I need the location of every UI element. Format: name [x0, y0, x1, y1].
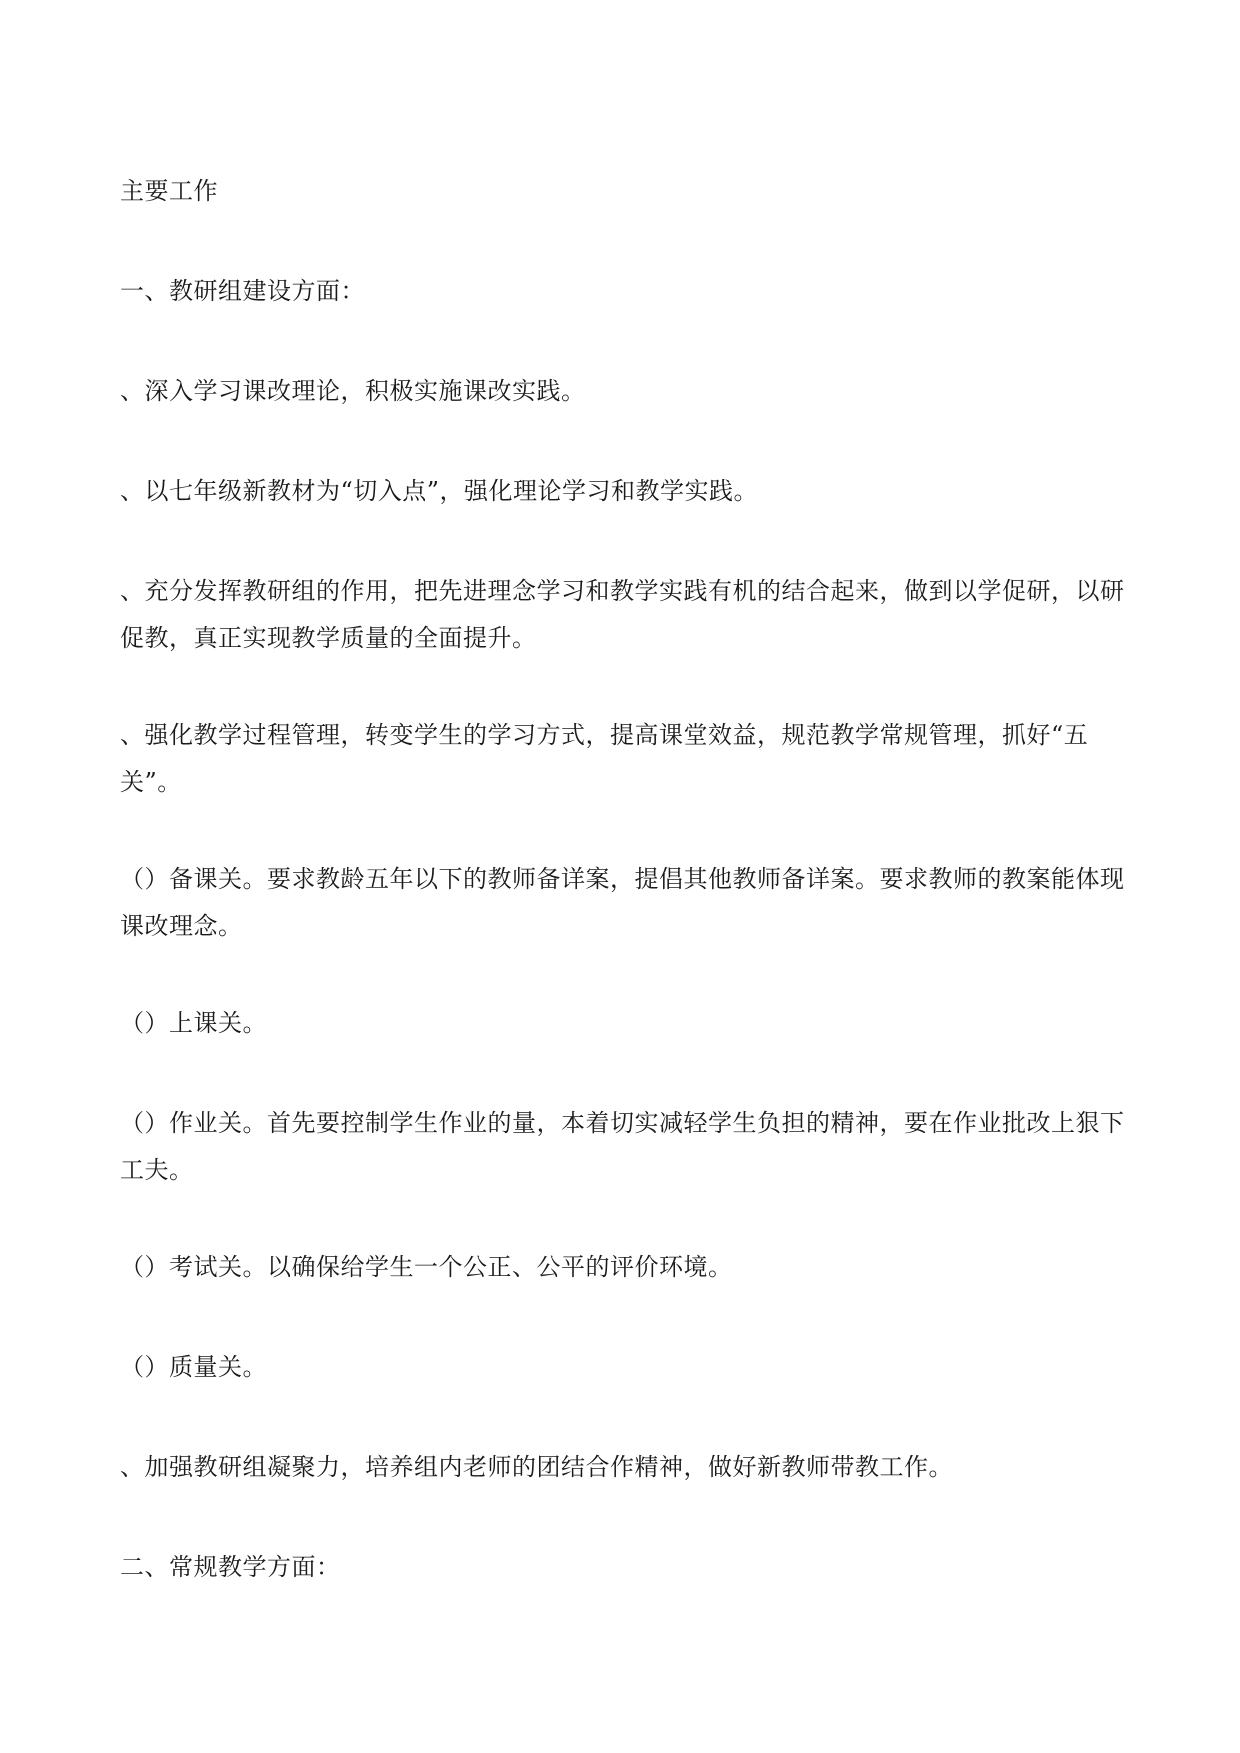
paragraph: 、充分发挥教研组的作用，把先进理念学习和教学实践有机的结合起来，做到以学促研，以研促教，真正实现教学质量的全面提升。 [120, 577, 1125, 652]
paragraph: （）质量关。 [120, 1353, 267, 1381]
paragraph: 、深入学习课改理论，积极实施课改实践。 [120, 377, 586, 405]
paragraph: （）上课关。 [120, 1009, 267, 1037]
paragraph: （）作业关。首先要控制学生作业的量，本着切实减轻学生负担的精神，要在作业批改上狠下工夫。 [120, 1109, 1125, 1184]
paragraph: 、强化教学过程管理，转变学生的学习方式，提高课堂效益，规范教学常规管理，抓好“五关”。 [120, 721, 1089, 796]
document-heading: 主要工作 [120, 177, 218, 205]
paragraph: 、加强教研组凝聚力，培养组内老师的团结合作精神，做好新教师带教工作。 [120, 1453, 953, 1481]
paragraph: （）备课关。要求教龄五年以下的教师备详案，提倡其他教师备详案。要求教师的教案能体现课改理念。 [120, 865, 1125, 940]
section-heading-1: 一、教研组建设方面： [120, 277, 365, 305]
paragraph: 、以七年级新教材为“切入点”，强化理论学习和教学实践。 [120, 477, 759, 505]
section-heading-2: 二、常规教学方面： [120, 1553, 341, 1581]
paragraph: （）考试关。以确保给学生一个公正、公平的评价环境。 [120, 1253, 733, 1281]
